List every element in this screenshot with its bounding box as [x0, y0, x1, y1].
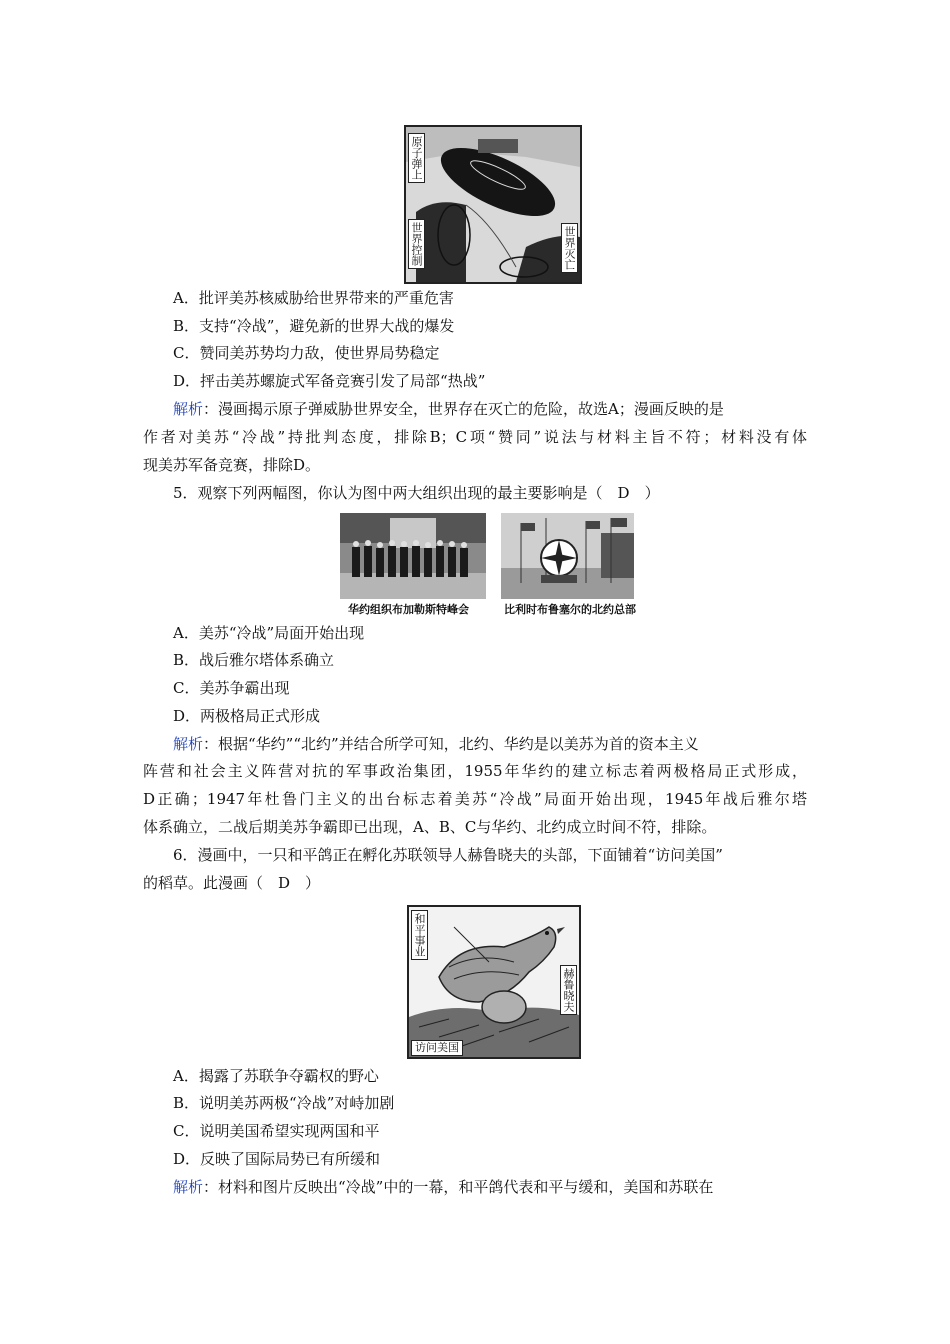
q5-option-c: C．美苏争霸出现 — [173, 679, 290, 697]
q5-stem: 5．观察下列两幅图，你认为图中两大组织出现的最主要影响是（ D ） — [173, 484, 660, 502]
q4-option-c: C．赞同美苏势均力敌，使世界局势稳定 — [173, 344, 440, 362]
q4-analysis-line-1: 解析：漫画揭示原子弹威胁世界安全，世界存在灭亡的危险，故选A；漫画反映的是 — [173, 400, 724, 418]
q4-analysis-line-3: 现美苏军备竞赛，排除D。 — [143, 456, 321, 474]
cartoon-drawing — [406, 127, 580, 282]
label-visit-usa: 访问美国 — [411, 1040, 463, 1056]
q5-analysis-label: 解析 — [173, 735, 204, 753]
q6-option-a: A．揭露了苏联争夺霸权的野心 — [173, 1067, 379, 1085]
q6-option-b: B．说明美苏两极“冷战”对峙加剧 — [173, 1094, 395, 1112]
peace-dove-cartoon — [407, 905, 581, 1059]
warsaw-photo-caption: 华约组织布加勒斯特峰会 — [348, 603, 469, 616]
q4-option-a: A．批评美苏核威胁给世界带来的严重危害 — [173, 289, 454, 307]
warsaw-pact-photo — [340, 513, 486, 599]
nato-hq-photo — [501, 513, 634, 599]
atomic-bomb-cartoon — [404, 125, 582, 284]
q5-analysis-line-4: 体系确立，二战后期美苏争霸即已出现，A、B、C与华约、北约成立时间不符，排除。 — [143, 818, 717, 836]
q5-option-b: B．战后雅尔塔体系确立 — [173, 651, 335, 669]
label-khrushchev: 赫鲁晓夫 — [560, 965, 577, 1015]
nato-photo-drawing — [501, 513, 634, 599]
q5-analysis-line-1: 解析：根据“华约”“北约”并结合所学可知，北约、华约是以美苏为首的资本主义 — [173, 735, 699, 753]
q5-option-a: A．美苏“冷战”局面开始出现 — [173, 624, 365, 642]
q6-stem-line-1: 6．漫画中，一只和平鸽正在孵化苏联领导人赫鲁晓夫的头部，下面铺着“访问美国” — [173, 846, 723, 864]
dove-cartoon-drawing — [409, 907, 579, 1057]
q6-analysis-line-1: 解析：材料和图片反映出“冷战”中的一幕，和平鸽代表和平与缓和，美国和苏联在 — [173, 1178, 714, 1196]
q4-option-b: B．支持“冷战”，避免新的世界大战的爆发 — [173, 317, 455, 335]
q6-stem-line-2: 的稻草。此漫画（ D ） — [143, 874, 321, 892]
label-world-doom: 世界灭亡 — [561, 223, 578, 273]
label-world-control: 世界控制 — [408, 219, 425, 269]
q4-option-d: D．抨击美苏螺旋式军备竞赛引发了局部“热战” — [173, 372, 486, 390]
q5-analysis-line-3: D正确；1947年杜鲁门主义的出台标志着美苏“冷战”局面开始出现，1945年战后雅尔塔 — [143, 790, 807, 808]
q6-analysis-label: 解析 — [173, 1178, 204, 1196]
q4-analysis-line-2: 作者对美苏“冷战”持批判态度，排除B；C项“赞同”说法与材料主旨不符；材料没有体 — [143, 428, 807, 446]
label-atomic-bomb: 原子弹上 — [408, 133, 425, 183]
q6-option-c: C．说明美国希望实现两国和平 — [173, 1122, 380, 1140]
label-peace-cause: 和平事业 — [411, 910, 428, 960]
warsaw-photo-drawing — [340, 513, 486, 599]
nato-photo-caption: 比利时布鲁塞尔的北约总部 — [504, 603, 636, 616]
q6-option-d: D．反映了国际局势已有所缓和 — [173, 1150, 381, 1168]
q4-analysis-label: 解析 — [173, 400, 204, 418]
q5-analysis-line-2: 阵营和社会主义阵营对抗的军事政治集团，1955年华约的建立标志着两极格局正式形成， — [143, 762, 807, 780]
q5-option-d: D．两极格局正式形成 — [173, 707, 321, 725]
